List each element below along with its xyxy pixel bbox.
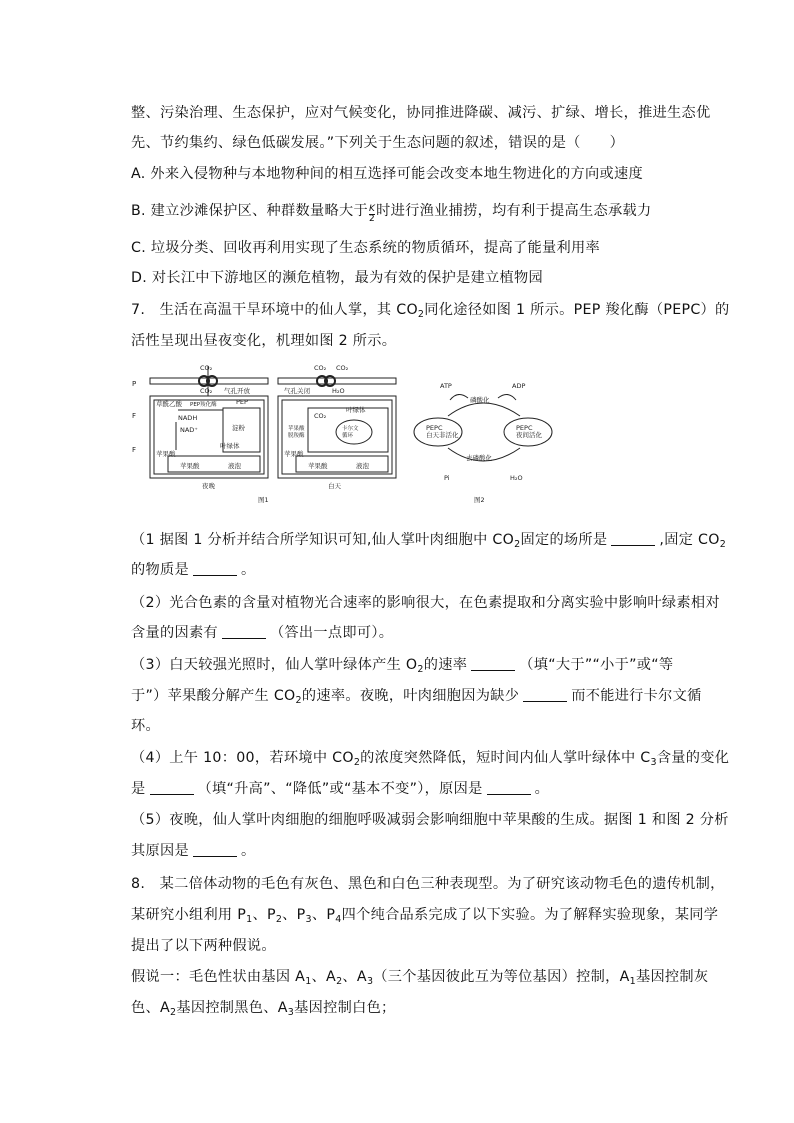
figure-label: 去磷酸化 [466, 454, 492, 462]
figure-label: PEPC 夜间活化 [516, 424, 542, 439]
hypothesis-1-line-1: 假说一：毛色性状由基因 $A_1$、$A_2$、$A_3$（三个基因彼此互为等位基因）控制，$A_1$基因控制灰 [131, 969, 709, 987]
answer-blank[interactable] [471, 656, 515, 671]
figure-label: 淀粉 [232, 424, 245, 432]
sub-question-3-line-3: 环。 [131, 718, 160, 734]
row-label-p: P [132, 380, 137, 388]
row-label-f1: F [132, 412, 137, 420]
figure-label: 磷酸化 [470, 396, 490, 404]
figure-1-caption: 图1 [258, 496, 269, 504]
text-line-1: 整、污染治理、生态保护，应对气候变化，协同推进降碳、减污、扩绿、增长，推进生态优 [131, 105, 711, 121]
text-line-2: 先、节约集约、绿色低碳发展。”下列关于生态问题的叙述，错误的是（ ） [131, 135, 625, 151]
figure-label: H₂O [332, 387, 345, 395]
sub-question-2-line-1: （2）光合色素的含量对植物光合速率的影响很大，在色素提取和分离实验中影响叶绿素相对 [131, 595, 720, 611]
figure-label: 气孔关闭 [284, 387, 310, 395]
figure-label: CO₂ [336, 364, 349, 372]
row-label-f2: F [132, 446, 137, 454]
figure-label: Pi [444, 474, 450, 482]
figure-label: 苹果酸 [308, 462, 328, 470]
figure-label: 气孔开放 [224, 387, 250, 395]
fraction-k-over-2: $\frac{K}{2}$ [368, 204, 376, 224]
figure-label: 苹果酸 [180, 462, 200, 470]
figure-2-caption: 图2 [474, 496, 485, 504]
sub-question-1-line-1: （1 据图 1 分析并结合所学知识可知,仙人掌叶肉细胞中 $CO_2$固定的场所是 ,固定 $CO_2$ [131, 532, 727, 550]
figure-label: PEP [236, 398, 248, 406]
question-8-line-2: 某研究小组利用 $P_1$、$P_2$、$P_3$、$P_4$四个纯合品系完成了以下实验。为了解释实验现象，某同学 [131, 907, 719, 925]
figure-label: 苹果酸 [156, 450, 176, 458]
figure-label: 液泡 [356, 462, 369, 470]
figure-label: 卡尔文循环 [342, 426, 359, 439]
question-8-line-3: 提出了以下两种假说。 [131, 938, 276, 954]
hypothesis-1-line-2: 色、$A_2$基因控制黑色、$A_3$基因控制白色； [131, 1000, 396, 1018]
figure-label: 草酰乙酸 [156, 400, 182, 408]
figure-label: PEPC 白天非活化 [426, 424, 459, 439]
option-c: C. 垃圾分类、回收再利用实现了生态系统的物质循环，提高了能量利用率 [131, 240, 600, 256]
answer-blank[interactable] [523, 687, 567, 702]
sub-question-3-line-2: 于”）苹果酸分解产生 $CO_2$的速率。夜晚，叶肉细胞因为缺少 而不能进行卡尔文循 [131, 688, 702, 706]
question-7-line-1: 7. 生活在高温干旱环境中的仙人掌，其 $CO_2$同化途径如图 1 所示。PEP 羧化酶（PEPC）的 [131, 302, 730, 320]
figure-label: CO₂ [314, 364, 327, 372]
figure-label: NAD⁺ [180, 426, 198, 434]
answer-blank[interactable] [487, 780, 531, 795]
sub-question-5-line-1: （5）夜晚，仙人掌叶肉细胞的细胞呼吸减弱会影响细胞中苹果酸的生成。据图 1 和图 2 分析 [131, 812, 729, 828]
question-8-line-1: 8. 某二倍体动物的毛色有灰色、黑色和白色三种表现型。为了研究该动物毛色的遗传机制， [131, 876, 725, 892]
sub-question-1-line-2: 的物质是 。 [131, 562, 256, 578]
figure-label: 夜晚 [202, 482, 215, 490]
sub-question-5-line-2: 其原因是 。 [131, 843, 256, 859]
answer-blank[interactable] [150, 780, 194, 795]
figure-label: NADH [178, 414, 198, 422]
answer-blank[interactable] [193, 842, 237, 857]
figure-label: 叶绿体 [346, 406, 366, 414]
sub-question-2-line-2: 含量的因素有 （答出一点即可）。 [131, 625, 394, 641]
figure-label: 液泡 [228, 462, 241, 470]
option-d: D. 对长江中下游地区的濒危植物，最为有效的保护是建立植物园 [131, 270, 544, 286]
panel-night [150, 366, 268, 478]
figure-label: H₂O [510, 474, 523, 482]
answer-blank[interactable] [222, 624, 266, 639]
answer-blank[interactable] [611, 531, 655, 546]
figure-label: 白天 [328, 482, 341, 490]
co2-label-night: CO₂ [200, 364, 213, 372]
figure-label: CO₂ [314, 412, 327, 420]
question-7-line-2: 活性呈现出昼夜变化，机理如图 2 所示。 [131, 333, 397, 349]
figure-label: 苹果酸脱羧酶 [288, 426, 305, 439]
figure-label: ADP [512, 382, 526, 390]
answer-blank[interactable] [193, 561, 237, 576]
figure-label: 叶绿体 [220, 442, 240, 450]
figure-1-and-2 [128, 360, 688, 510]
option-b: B. 建立沙滩保护区、种群数量略大于 $\frac{K}{2}$ 时进行渔业捕捞，均有利于提高生态承载力 [131, 203, 652, 224]
figure-label: 苹果酸 [284, 450, 304, 458]
sub-question-3-line-1: （3）白天较强光照时，仙人掌叶绿体产生 $O_2$的速率 （填“大于”“小于”或“等 [131, 657, 674, 675]
figure-label: ATP [440, 382, 452, 390]
figure-label: PEP羧化酶 [190, 402, 217, 408]
sub-question-4-line-1: （4）上午 10：00，若环境中 $CO_2$的浓度突然降低，短时间内仙人掌叶绿体中 $C_3$含量的变化 [131, 750, 730, 768]
option-a: A. 外来入侵物种与本地物种间的相互选择可能会改变本地生物进化的方向或速度 [131, 166, 643, 182]
figure-label: CO₂ [200, 387, 213, 395]
sub-question-4-line-2: 是 （填“升高”、“降低”或“基本不变”），原因是 。 [131, 781, 550, 797]
